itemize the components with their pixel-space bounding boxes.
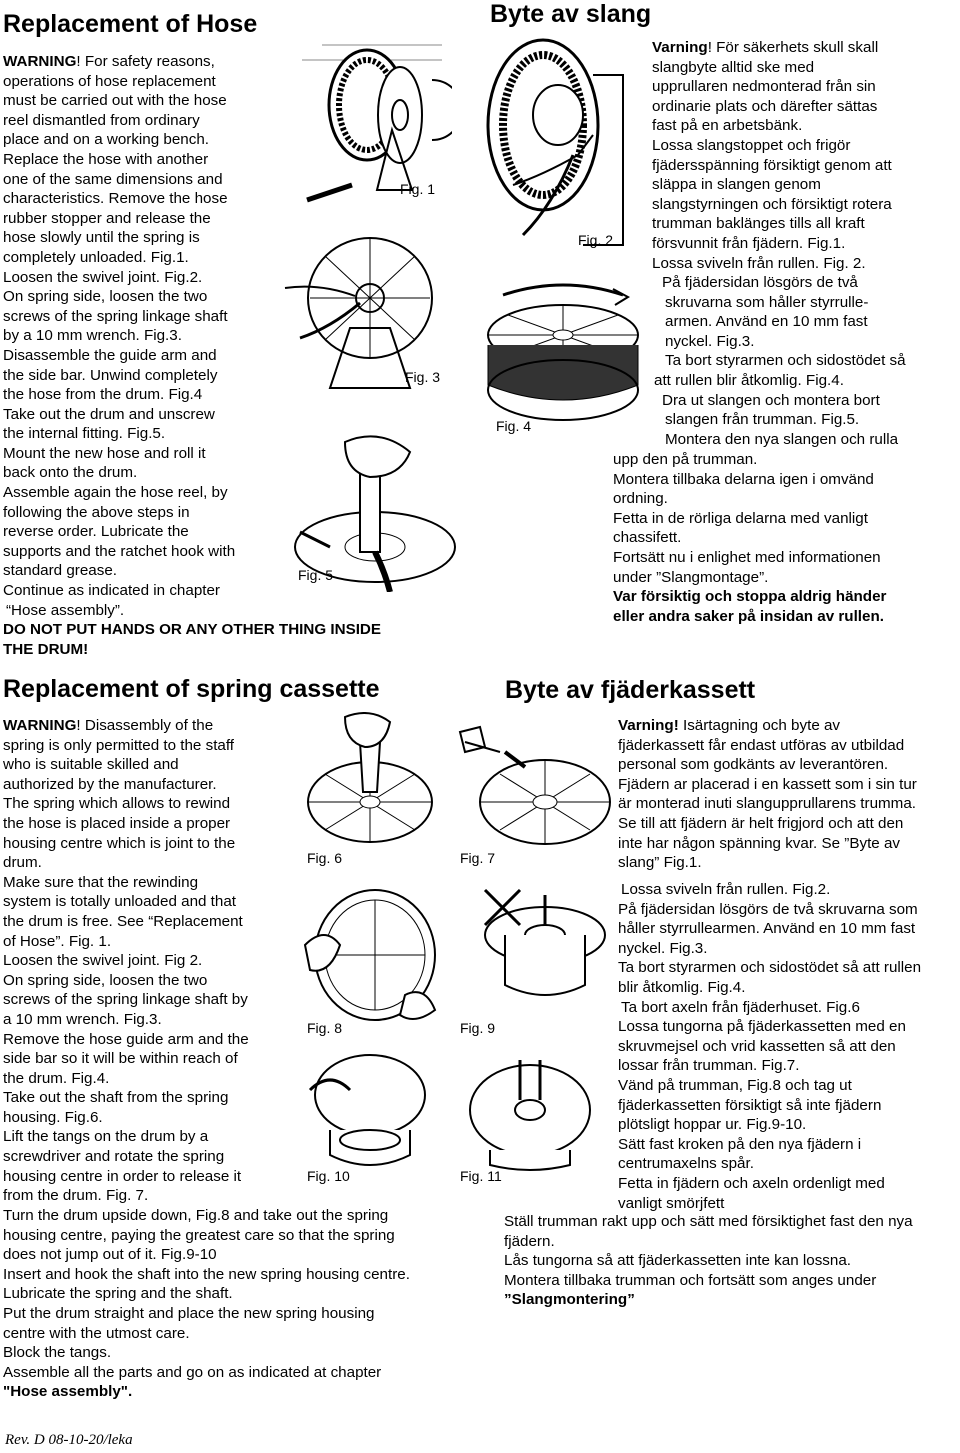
text-line: Ställ trumman rakt upp och sätt med försiktighet fast den nya — [504, 1213, 913, 1230]
text-line: Dra ut slangen och montera bort — [662, 391, 880, 409]
text-line: håller styrrullearmen. Använd en 10 mm fast — [618, 920, 916, 938]
text-line: Mount the new hose and roll it — [3, 444, 206, 462]
text-line: Replace the hose with another — [3, 150, 209, 168]
text-line: reverse order. Lubricate the — [3, 523, 189, 541]
text-line: Ta bort styrarmen och sidostödet så att rullen — [618, 959, 922, 977]
fig1-caption: Fig. 1 — [400, 181, 436, 197]
text-line: Lubricate the spring and the shaft. — [3, 1285, 233, 1303]
text-line: Disassemble the guide arm and — [3, 346, 217, 364]
text-line: fast på en arbetsbänk. — [652, 117, 803, 135]
text-line: does not jump out of it. Fig.9-10 — [3, 1246, 217, 1264]
title-byte-av-slang: Byte av slang — [490, 0, 652, 28]
text-line: authorized by the manufacturer. — [3, 775, 217, 793]
text-line: place and on a working bench. — [3, 131, 210, 149]
text-line: plötsligt hoppar ur. Fig.9-10. — [618, 1116, 807, 1134]
slangmontering-ref: ”Slangmontering” — [504, 1291, 635, 1309]
figure-4-drum — [483, 275, 643, 425]
text-line: ! Disassembly of the — [76, 717, 214, 734]
text-line: centrumaxelns spår. — [618, 1155, 754, 1173]
text-line: slangstyrningen och försiktigt rotera — [652, 195, 892, 213]
revision-footer: Rev. D 08-10-20/leka — [5, 1432, 133, 1448]
text-line: ! For safety reasons, — [76, 53, 215, 70]
text-line: nyckel. Fig.3. — [665, 332, 755, 350]
figure-10-cassette — [300, 1050, 440, 1175]
text-line: att rullen blir åtkomlig. Fig.4. — [654, 371, 844, 389]
text-line: Block the tangs. — [3, 1344, 112, 1362]
text-line: The spring which allows to rewind — [3, 795, 231, 813]
text-line: Ta bort styrarmen och sidostödet så — [665, 352, 906, 370]
text-line: vanligt smörjfett — [618, 1194, 725, 1212]
text-line: Lossa sviveln från rullen. Fig.2. — [621, 881, 831, 898]
fig7-caption: Fig. 7 — [460, 850, 496, 866]
text-line: screws of the spring linkage shaft by — [3, 991, 248, 1009]
sv-spring-text-a — [618, 716, 958, 873]
figure-9-spring-housing — [480, 885, 610, 1015]
sv-hose-text-b — [654, 273, 957, 449]
text-line: Loosen the swivel joint. Fig 2. — [3, 952, 203, 970]
figure-8-turn-drum — [300, 885, 440, 1025]
text-line: On spring side, loosen the two — [3, 971, 208, 989]
text-line: chassifett. — [613, 529, 682, 547]
varning-label: Varning! — [618, 717, 679, 734]
text-line: Lossa slangstoppet och frigör — [652, 136, 851, 154]
text-line: armen. Använd en 10 mm fast — [665, 313, 868, 331]
fig8-caption: Fig. 8 — [307, 1020, 343, 1036]
text-line: försvunnit från fjädern. Fig.1. — [652, 234, 846, 252]
text-line: screwdriver and rotate the spring — [3, 1148, 225, 1166]
text-line: Continue as indicated in chapter — [3, 582, 220, 600]
text-line: Take out the shaft from the spring — [3, 1089, 229, 1107]
text-line: the internal fitting. Fig.5. — [3, 425, 166, 443]
text-line: rubber stopper and release the — [3, 209, 211, 227]
text-line: Put the drum straight and place the new spring housing — [3, 1304, 375, 1322]
text-line: completely unloaded. Fig.1. — [3, 248, 189, 266]
text-line: hose slowly until the spring is — [3, 229, 200, 247]
text-line: the hose is placed inside a proper — [3, 814, 231, 832]
text-line: Lift the tangs on the drum by a — [3, 1128, 209, 1146]
text-line: Ta bort axeln från fjäderhuset. Fig.6 — [621, 998, 860, 1016]
text-line: ! För säkerhets skull skall — [707, 39, 879, 56]
en-hose-caution — [3, 620, 381, 659]
text-line: På fjädersidan lösgörs de två — [662, 274, 858, 291]
fig3-caption: Fig. 3 — [405, 369, 441, 385]
text-line: operations of hose replacement — [3, 72, 216, 90]
text-line: who is suitable skilled and — [3, 756, 179, 774]
text-line: Insert and hook the shaft into the new spring housing centre. — [3, 1265, 410, 1283]
text-line: Fetta in de rörliga delarna med vanligt — [613, 509, 868, 527]
text-line: the side bar. Unwind completely — [3, 366, 218, 384]
warning-label: WARNING — [3, 53, 77, 70]
text-line: following the above steps in — [3, 503, 190, 521]
text-line: the drum is free. See “Replacement — [3, 912, 243, 930]
text-line: slangen från trumman. Fig.5. — [665, 411, 860, 429]
text-line: housing. Fig.6. — [3, 1108, 103, 1126]
text-line: housing centre which is joint to the — [3, 834, 236, 852]
text-line: under ”Slangmontage”. — [613, 568, 769, 586]
text-line: Make sure that the rewinding — [3, 873, 199, 891]
en-spring-text-b — [3, 1206, 503, 1402]
text-line: centre with the utmost care. — [3, 1324, 190, 1342]
text-line: housing centre in order to release it — [3, 1167, 242, 1185]
text-line: the drum. Fig.4. — [3, 1069, 110, 1087]
text-line: housing centre, paying the greatest care so that the spring — [3, 1226, 395, 1244]
fig11-caption: Fig. 11 — [460, 1168, 502, 1184]
en-hose-text — [3, 52, 288, 620]
text-line: reel dismantled from ordinary — [3, 111, 200, 129]
sv-hose-text-a — [652, 38, 952, 273]
text-line: blir åtkomlig. Fig.4. — [618, 978, 746, 996]
warning-label: WARNING — [3, 717, 77, 734]
text-line: fjädern. — [504, 1232, 555, 1250]
text-line: Sätt fast kroken på den nya fjädern i — [618, 1135, 862, 1153]
text-line: trumman baklänges tills all kraft — [652, 215, 865, 233]
text-line: drum. — [3, 854, 42, 872]
fig2-caption: Fig. 2 — [578, 232, 614, 248]
text-line: “Hose assembly”. — [6, 601, 125, 619]
text-line: Turn the drum upside down, Fig.8 and take out the spring — [3, 1207, 389, 1224]
figure-2-swivel — [483, 35, 638, 250]
fig4-caption: Fig. 4 — [496, 418, 532, 434]
text-line: inte har någon spänning kvar. Se ”Byte av — [618, 834, 900, 852]
text-line: characteristics. Remove the hose — [3, 190, 228, 208]
text-line: one of the same dimensions and — [3, 170, 223, 188]
text-line: screws of the spring linkage shaft — [3, 307, 228, 325]
text-line: On spring side, loosen the two — [3, 288, 208, 306]
text-line: slang” Fig.1. — [618, 854, 702, 872]
text-line: Lossa sviveln från rullen. Fig. 2. — [652, 254, 866, 272]
text-line: Vänd på trumman, Fig.8 och tag ut — [618, 1076, 852, 1094]
varning-label: Varning — [652, 39, 708, 56]
text-line: standard grease. — [3, 562, 117, 580]
text-line: Assemble all the parts and go on as indicated at chapter — [3, 1363, 382, 1381]
text-line: fjäderkassett får endast utföras av utbildad — [618, 736, 905, 754]
title-replacement-of-spring-cassette: Replacement of spring cassette — [3, 675, 380, 703]
text-line: Fetta in fjädern och axeln ordenligt med — [618, 1174, 885, 1192]
title-replacement-of-hose: Replacement of Hose — [3, 10, 258, 38]
fig5-caption: Fig. 5 — [298, 567, 334, 583]
text-line: slangbyte alltid ske med — [652, 58, 815, 76]
text-line: Lås tungorna så att fjäderkassetten inte kan lossna. — [504, 1252, 851, 1270]
text-line: Remove the hose guide arm and the — [3, 1030, 249, 1048]
text-line: ordning. — [613, 490, 668, 508]
text-line: side bar so it will be within reach of — [3, 1050, 238, 1068]
sv-spring-text-c — [504, 1212, 960, 1310]
text-line: lossar från trumman. Fig.7. — [618, 1057, 800, 1075]
sv-spring-text-b — [618, 880, 960, 1213]
caution-line: THE DRUM! — [3, 640, 89, 658]
text-line: Take out the drum and unscrew — [3, 405, 215, 423]
text-line: a 10 mm wrench. Fig.3. — [3, 1010, 162, 1028]
text-line: Montera den nya slangen och rulla — [665, 430, 899, 448]
text-line: skruvmejsel och vrid kassetten så att den — [618, 1037, 896, 1055]
text-line: Fortsätt nu i enlighet med informationen — [613, 548, 881, 566]
text-line: fjädersspänning försiktigt genom att — [652, 156, 892, 174]
text-line: På fjädersidan lösgörs de två skruvarna som — [618, 900, 918, 918]
text-line: nyckel. Fig.3. — [618, 939, 708, 957]
sv-hose-text-c — [613, 450, 953, 626]
en-spring-text-a — [3, 716, 303, 1206]
text-line: Assemble again the hose reel, by — [3, 484, 228, 502]
text-line: the hose from the drum. Fig.4 — [3, 386, 203, 404]
text-line: fjäderkassetten försiktigt så inte fjädern — [618, 1096, 882, 1114]
text-line: personal som godkänts av leverantören. — [618, 756, 889, 774]
text-line: Fjädern ar placerad i en kassett som i sin tur — [618, 775, 917, 793]
text-line: Se till att fjädern är helt frigjord och att den — [618, 814, 904, 832]
text-line: Isärtagning och byte av — [678, 717, 841, 734]
text-line: upprullaren nedmonterad från sin — [652, 78, 876, 96]
title-byte-av-fjaderkassett: Byte av fjäderkassett — [505, 676, 756, 704]
caution-line: Var försiktig och stoppa aldrig händer — [613, 588, 887, 606]
text-line: skruvarna som håller styrrulle- — [665, 293, 869, 311]
text-line: supports and the ratchet hook with — [3, 542, 236, 560]
text-line: är monterad inuti slangupprullarens trumma. — [618, 795, 916, 813]
text-line: ordinarie plats och därefter sättas — [652, 97, 878, 115]
text-line: from the drum. Fig. 7. — [3, 1187, 149, 1205]
text-line: Montera tillbaka trumman och fortsätt som anges under — [504, 1271, 877, 1289]
text-line: spring is only permitted to the staff — [3, 736, 235, 754]
text-line: Lossa tungorna på fjäderkassetten med en — [618, 1018, 906, 1036]
fig9-caption: Fig. 9 — [460, 1020, 496, 1036]
text-line: must be carried out with the hose — [3, 92, 227, 110]
caution-line: eller andra saker på insidan av rullen. — [613, 607, 884, 625]
text-line: Loosen the swivel joint. Fig.2. — [3, 268, 203, 286]
fig10-caption: Fig. 10 — [307, 1168, 350, 1184]
text-line: by a 10 mm wrench. Fig.3. — [3, 327, 182, 345]
figure-11-new-spring — [460, 1050, 600, 1175]
fig6-caption: Fig. 6 — [307, 850, 343, 866]
caution-line: DO NOT PUT HANDS OR ANY OTHER THING INSIDE — [3, 621, 382, 638]
hose-assembly-ref: "Hose assembly". — [3, 1383, 133, 1401]
text-line: system is totally unloaded and that — [3, 893, 237, 911]
text-line: back onto the drum. — [3, 464, 138, 482]
figure-7-rotate-housing — [445, 712, 615, 852]
text-line: släppa in slangen genom — [652, 176, 821, 194]
text-line: upp den på trumman. — [613, 451, 758, 468]
text-line: of Hose”. Fig. 1. — [3, 932, 112, 950]
figure-6-remove-shaft — [305, 712, 435, 852]
text-line: Montera tillbaka delarna igen i omvänd — [613, 470, 874, 488]
